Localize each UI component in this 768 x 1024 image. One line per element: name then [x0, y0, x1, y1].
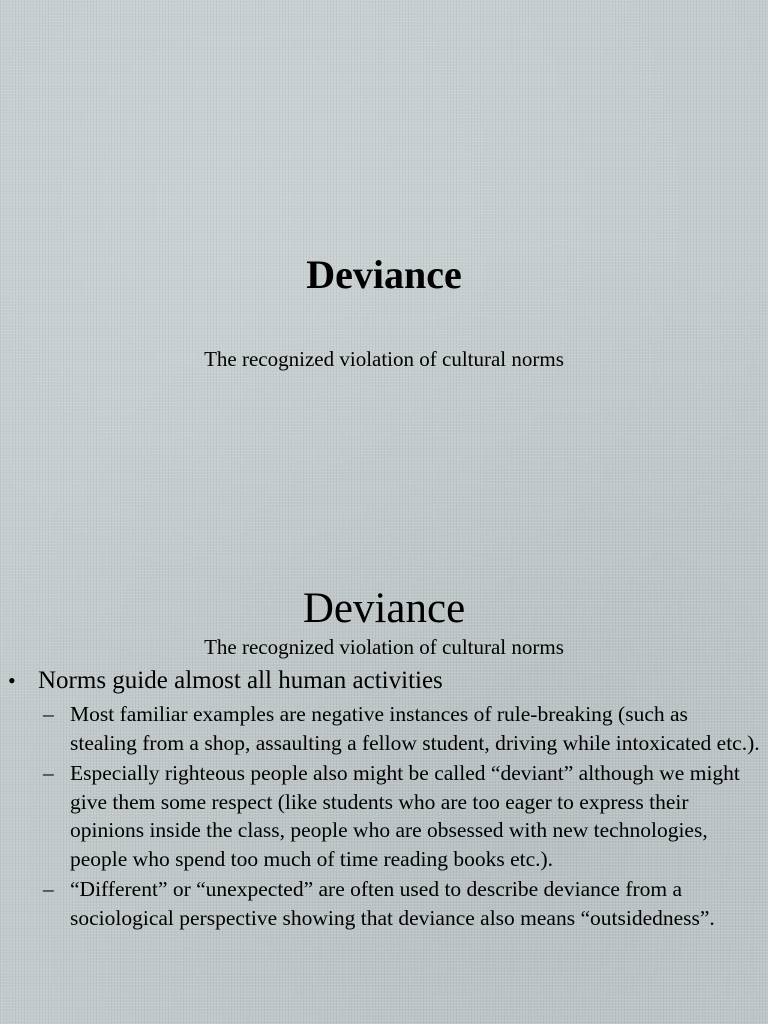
- slide-subtitle: The recognized violation of cultural norms: [204, 347, 564, 371]
- bullet-item: [0, 664, 768, 698]
- sub-bullet-text: Especially righteous people also might be called “deviant” although we might give them some respect (like students who are too eager to express their opinions inside the class, people who are obsessed with new technologies, people who spend too much of time reading books etc.).: [70, 761, 740, 871]
- sub-bullet-text: “Different” or “unexpected” are often used to describe deviance from a sociological perspective showing that deviance also means “outsidedness”.: [70, 877, 715, 930]
- slide-subtitle: The recognized violation of cultural norms: [204, 635, 564, 659]
- sub-bullet-item: [0, 759, 768, 873]
- slide-title: Deviance: [302, 585, 466, 632]
- bullet-marker: •: [8, 668, 16, 693]
- slide-title: Deviance: [306, 252, 462, 297]
- sub-bullet-text: Most familiar examples are negative instances of rule-breaking (such as stealing from a shop, assaulting a fellow student, driving while intoxicated etc.).: [70, 702, 760, 755]
- sub-bullet-item: [0, 875, 768, 932]
- bullet-list: [0, 664, 768, 932]
- dash-marker: –: [43, 761, 54, 785]
- content-slide: [0, 512, 768, 1024]
- dash-marker: –: [43, 702, 54, 726]
- dash-marker: –: [43, 877, 54, 901]
- bullet-text: Norms guide almost all human activities: [38, 667, 443, 694]
- sub-bullet-item: [0, 700, 768, 757]
